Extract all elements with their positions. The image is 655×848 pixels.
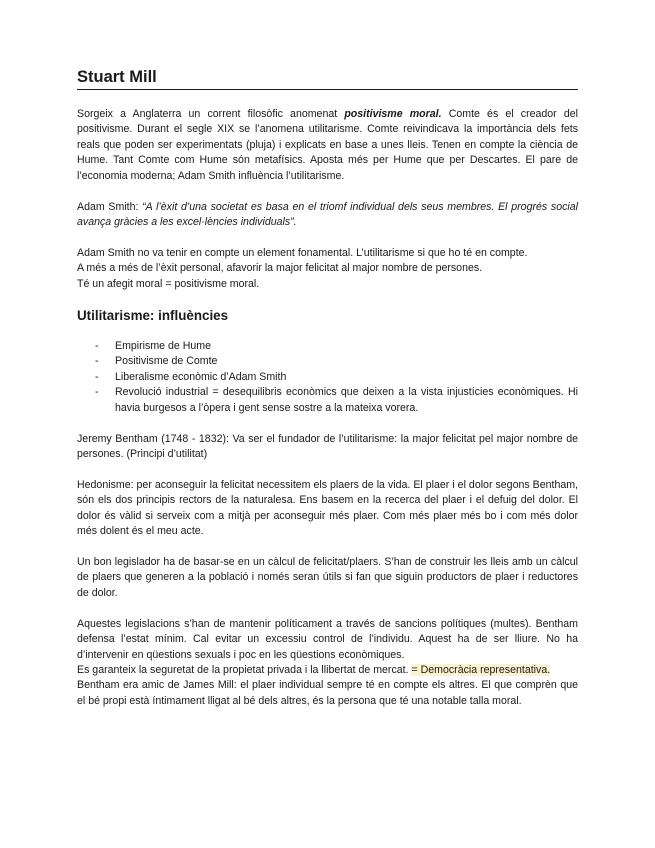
p3-line2: A més a més de l’èxit personal, afavorir la major felicitat al major nombre de persones.	[77, 262, 483, 275]
p7-a: Aquestes legislacions s’han de mantenir políticament a través de sancions polítiques (multes). Bentham defensa l’estat mínim. Cal evitar un excessiu control de l’individu. Aquest ha de ser lliure. No ha d’intervenir en qüestions sexuals i poc en les qüestions econòmiques.	[77, 617, 578, 661]
p3-line1: Adam Smith no va tenir en compte un element fonamental. L’utilitarisme si que ho té en compte.	[77, 246, 528, 259]
paragraph-legislations	[77, 617, 578, 709]
p1-after: Comte és el creador del positivisme. Durant el segle XIX se l’anomena utilitarisme. Comte reivindicava la importància dels fets reals que poden ser experimentats (pluja) i explicats en base a unes lleis. Tenen en compte la ciència de Hume. Tant Comte com Hume són metafísics. Aposta més per Hume que per Descartes. El pare de l’economia moderna; Adam Smith influència l’utilitarisme.	[77, 108, 578, 182]
p1-before: Sorgeix a Anglaterra un corrent filosòfic anomenat	[77, 108, 345, 120]
influences-list	[77, 339, 578, 416]
list-item: - Positivisme de Comte	[95, 354, 578, 369]
section-heading-influences: Utilitarisme: influències	[77, 308, 229, 324]
highlighted-text: = Democràcia representativa.	[411, 663, 551, 676]
list-item: - Revolució industrial = desequilibris econòmics que deixen a la vista injustícies econòmiques. Hi havia burgesos a l’òpera i gent sense sostre a la mateixa vorera.	[95, 385, 578, 416]
p2-quote: “A l’èxit d’una societat es basa en el triomf individual dels seus membres. El progrés social avança gràcies a les excel·lències individuals”.	[77, 200, 578, 228]
paragraph-hedonism: Hedonisme: per aconseguir la felicitat necessitem els plaers de la vida. El plaer i el dolor segons Bentham, són els dos principis rectors de la naturalesa. Ens basem en la recerca del plaer i el defuig del dolor. El dolor és vàlid si serveix com a mitjà per aconseguir més plaer. Com més plaer més bo i com més dolor més dolent és el meu acte.	[77, 478, 578, 538]
page-title: Stuart Mill	[77, 68, 578, 90]
p1-emphasis: positivisme moral.	[344, 108, 442, 120]
p7-b-before: Es garanteix la seguretat de la propietat privada i la llibertat de mercat.	[77, 663, 412, 676]
paragraph-adam-smith-quote	[77, 200, 578, 231]
paragraph-positivism	[77, 107, 578, 184]
paragraph-utilitarianism-note	[77, 246, 578, 292]
list-item: - Liberalisme econòmic d’Adam Smith	[95, 370, 578, 385]
paragraph-bentham: Jeremy Bentham (1748 - 1832): Va ser el fundador de l’utilitarisme: la major felicitat pel major nombre de persones. (Principi d’utilitat)	[77, 432, 578, 460]
list-item: - Empirisme de Hume	[95, 339, 578, 354]
p7-c: Bentham era amic de James Mill: el plaer individual sempre té en compte els altres. El que comprèn que el bé propi està íntimament lligat al bé dels altres, és la persona que té una notable talla moral.	[77, 679, 578, 707]
p3-line3: Té un afegit moral = positivisme moral.	[77, 277, 260, 290]
paragraph-legislator: Un bon legislador ha de basar-se en un càlcul de felicitat/plaers. S’han de construir les lleis amb un càlcul de plaers que generen a la població i només seran útils si fan que siguin productors de plaer i reductores de dolor.	[77, 556, 578, 599]
p2-lead: Adam Smith:	[77, 200, 143, 213]
document-page	[77, 68, 578, 709]
